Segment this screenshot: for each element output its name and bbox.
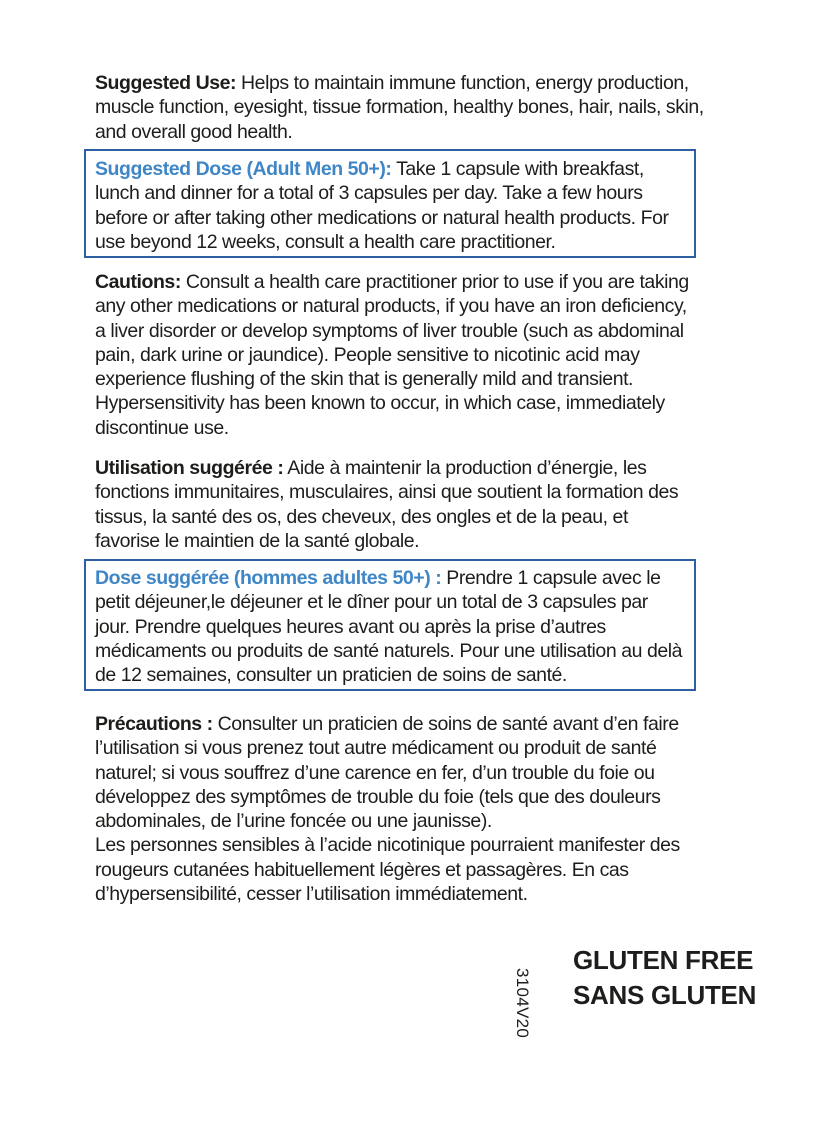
dose-fr-text: Prendre 1 capsule avec le petit déjeuner,le déjeuner et le dîner pour un total de 3 capsules par jour. Prendre quelques heures avant ou après la prise d’autres médicaments ou produits de santé naturels. Pour une utilisation au delà de 12 semaines, consulter un praticien de soins de santé.: [95, 567, 683, 687]
lot-code: 3104V20: [513, 968, 532, 1039]
cautions-heading: Cautions:: [95, 271, 181, 293]
cautions-text: Consult a health care practitioner prior to use if you are taking any other medications or natural products, if you have an iron deficiency, a liver disorder or develop symptoms of liver trouble (such as abdominal pain, dark urine or jaundice). People sensitive to nicotinic acid may experience flushing of the skin that is generally mild and transient. Hypersensitivity has been known to occur, in which case, immediately discontinue use.: [95, 271, 689, 439]
precautions-text: Consulter un praticien de soins de santé avant d’en faire l’utilisation si vous prenez tout autre médicament ou produit de santé naturel; si vous souffrez d’une carence en fer, d’un trouble du foie ou développez des symptômes de trouble du foie (tels que des douleurs abdominales, de l’urine foncée ou une jaunisse).: [95, 713, 679, 833]
suggested-dose-section: [95, 157, 693, 254]
suggested-use-section: [95, 71, 713, 144]
suggested-use-text: Helps to maintain immune function, energy production, muscle function, eyesight, tissue formation, healthy bones, hair, nails, skin, and overall good health.: [95, 72, 704, 143]
suggested-dose-heading: Suggested Dose (Adult Men 50+):: [95, 158, 392, 180]
utilisation-text: Aide à maintenir la production d’énergie, les fonctions immunitaires, musculaires, ainsi que soutient la formation des tissus, la santé des os, des cheveux, des ongles et de la peau, et favorise le maintien de la santé globale.: [95, 457, 679, 552]
utilisation-heading: Utilisation suggérée :: [95, 457, 284, 479]
utilisation-section: [95, 456, 690, 553]
cautions-section: [95, 270, 695, 440]
precautions-heading: Précautions :: [95, 713, 213, 735]
precautions-section: [95, 712, 695, 906]
suggested-use-heading: Suggested Use:: [95, 72, 237, 94]
gluten-free-badge: GLUTEN FREE: [573, 945, 754, 975]
dose-fr-section: [95, 566, 683, 687]
suggested-dose-text: Take 1 capsule with breakfast, lunch and dinner for a total of 3 capsules per day. Take a few hours before or after taking other medications or natural health products. For use beyond 12 weeks, consult a health care practitioner.: [95, 158, 669, 253]
precautions-text-2: Les personnes sensibles à l’acide nicotinique pourraient manifester des rougeurs cutanées habituellement légères et passagères. En cas d’hypersensibilité, cesser l’utilisation immédiatement.: [95, 834, 680, 906]
dose-fr-heading: Dose suggérée (hommes adultes 50+) :: [95, 567, 442, 589]
sans-gluten-badge: SANS GLUTEN: [573, 980, 757, 1010]
